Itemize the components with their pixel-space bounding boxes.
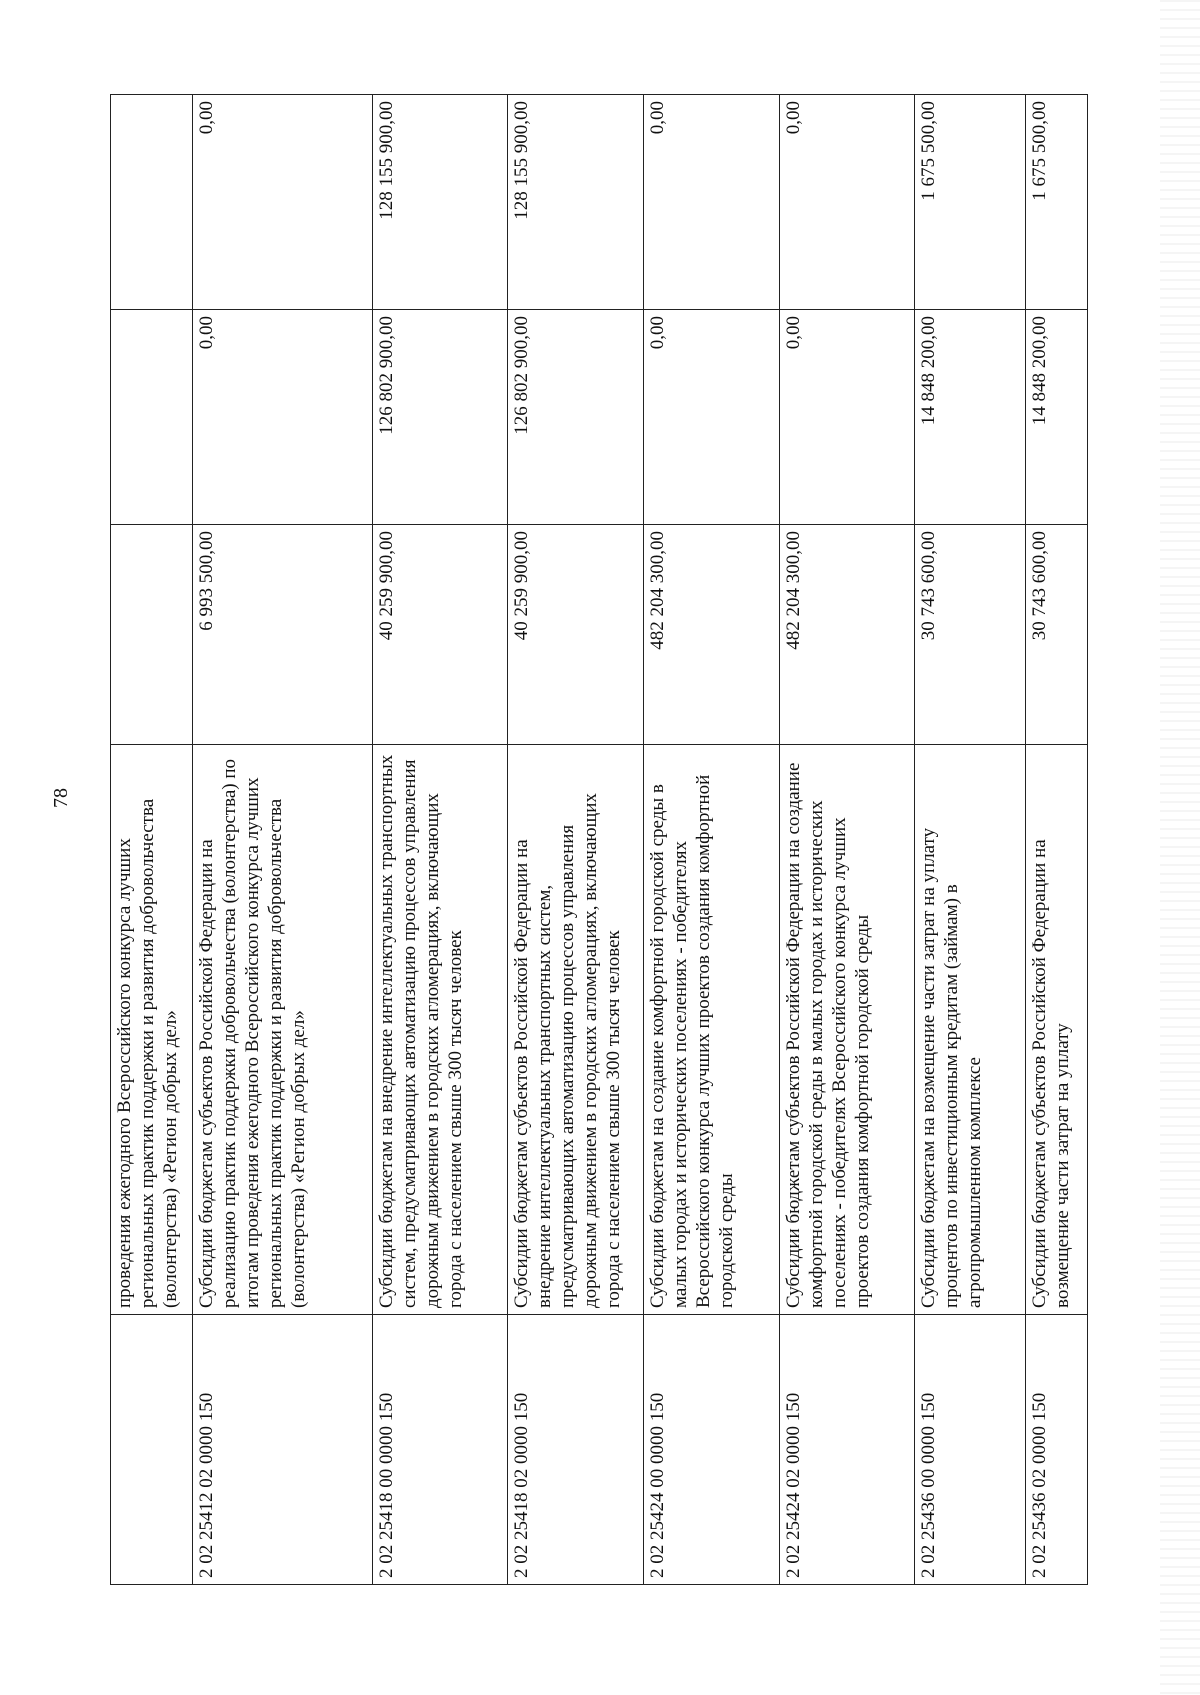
row-value-3: 1 675 500,00 [915, 95, 1026, 310]
row-value-1: 6 993 500,00 [192, 525, 372, 745]
table-body [111, 95, 1088, 1585]
row-value-1: 30 743 600,00 [1026, 525, 1088, 745]
row-value-3 [111, 95, 193, 310]
budget-table [110, 94, 1088, 1585]
row-name: Субсидии бюджетам на возмещение части затрат на уплату процентов по инвестиционным кредитам (займам) в агропромышленном комплексе [915, 745, 1026, 1315]
scan-artifact [1160, 0, 1200, 1695]
table-row [192, 95, 372, 1585]
row-value-3: 128 155 900,00 [372, 95, 508, 310]
row-value-1 [111, 525, 193, 745]
row-value-1: 482 204 300,00 [779, 525, 915, 745]
row-name: Субсидии бюджетам субъектов Российской Федерации на создание комфортной городской среды в малых городах и исторических поселениях - победителях Всероссийского конкурса лучших проектов создания комфортной городской среды [779, 745, 915, 1315]
row-value-1: 482 204 300,00 [643, 525, 779, 745]
rotated-table-container [110, 95, 1088, 1585]
row-value-2: 126 802 900,00 [508, 310, 644, 525]
row-name: Субсидии бюджетам на создание комфортной городской среды в малых городах и исторических поселениях - победителях Всероссийского конкурса лучших проектов создания комфортной городской среды [643, 745, 779, 1315]
row-value-2: 126 802 900,00 [372, 310, 508, 525]
row-value-3: 1 675 500,00 [1026, 95, 1088, 310]
row-value-3: 0,00 [643, 95, 779, 310]
row-value-2: 0,00 [643, 310, 779, 525]
row-code: 2 02 25424 02 0000 150 [779, 1315, 915, 1585]
row-value-2 [111, 310, 193, 525]
row-code: 2 02 25418 02 0000 150 [508, 1315, 644, 1585]
row-code: 2 02 25412 02 0000 150 [192, 1315, 372, 1585]
row-name: Субсидии бюджетам субъектов Российской Федерации на внедрение интеллектуальных транспортных систем, предусматривающих автоматизацию процессов управления дорожным движением в городских агломерациях, включающих города с населением свыше 300 тысяч человек [508, 745, 644, 1315]
row-value-3: 0,00 [779, 95, 915, 310]
page-number: 78 [50, 788, 72, 808]
row-code: 2 02 25424 00 0000 150 [643, 1315, 779, 1585]
row-value-2: 14 848 200,00 [915, 310, 1026, 525]
row-name: Субсидии бюджетам субъектов Российской Федерации на возмещение части затрат на уплату [1026, 745, 1088, 1315]
table-row [779, 95, 915, 1585]
table-row [643, 95, 779, 1585]
row-value-1: 40 259 900,00 [372, 525, 508, 745]
row-value-1: 40 259 900,00 [508, 525, 644, 745]
row-name: Субсидии бюджетам субъектов Российской Федерации на реализацию практик поддержки добровольчества (волонтерства) по итогам проведения ежегодного Всероссийского конкурса лучших региональных практик поддержки и развития добровольчества (волонтерства) «Регион добрых дел» [192, 745, 372, 1315]
row-name: Субсидии бюджетам на внедрение интеллектуальных транспортных систем, предусматривающих автоматизацию процессов управления дорожным движением в городских агломерациях, включающих города с населением свыше 300 тысяч человек [372, 745, 508, 1315]
row-value-3: 0,00 [192, 95, 372, 310]
table-row [1026, 95, 1088, 1585]
row-code: 2 02 25436 02 0000 150 [1026, 1315, 1088, 1585]
row-code: 2 02 25436 00 0000 150 [915, 1315, 1026, 1585]
row-value-2: 0,00 [779, 310, 915, 525]
table-row [508, 95, 644, 1585]
row-value-2: 0,00 [192, 310, 372, 525]
table-row [915, 95, 1026, 1585]
row-code [111, 1315, 193, 1585]
table-row [111, 95, 193, 1585]
table-row [372, 95, 508, 1585]
row-name: проведения ежегодного Всероссийского конкурса лучших региональных практик поддержки и развития добровольчества (волонтерства) «Регион добрых дел» [111, 745, 193, 1315]
row-value-3: 128 155 900,00 [508, 95, 644, 310]
row-value-2: 14 848 200,00 [1026, 310, 1088, 525]
row-code: 2 02 25418 00 0000 150 [372, 1315, 508, 1585]
row-value-1: 30 743 600,00 [915, 525, 1026, 745]
